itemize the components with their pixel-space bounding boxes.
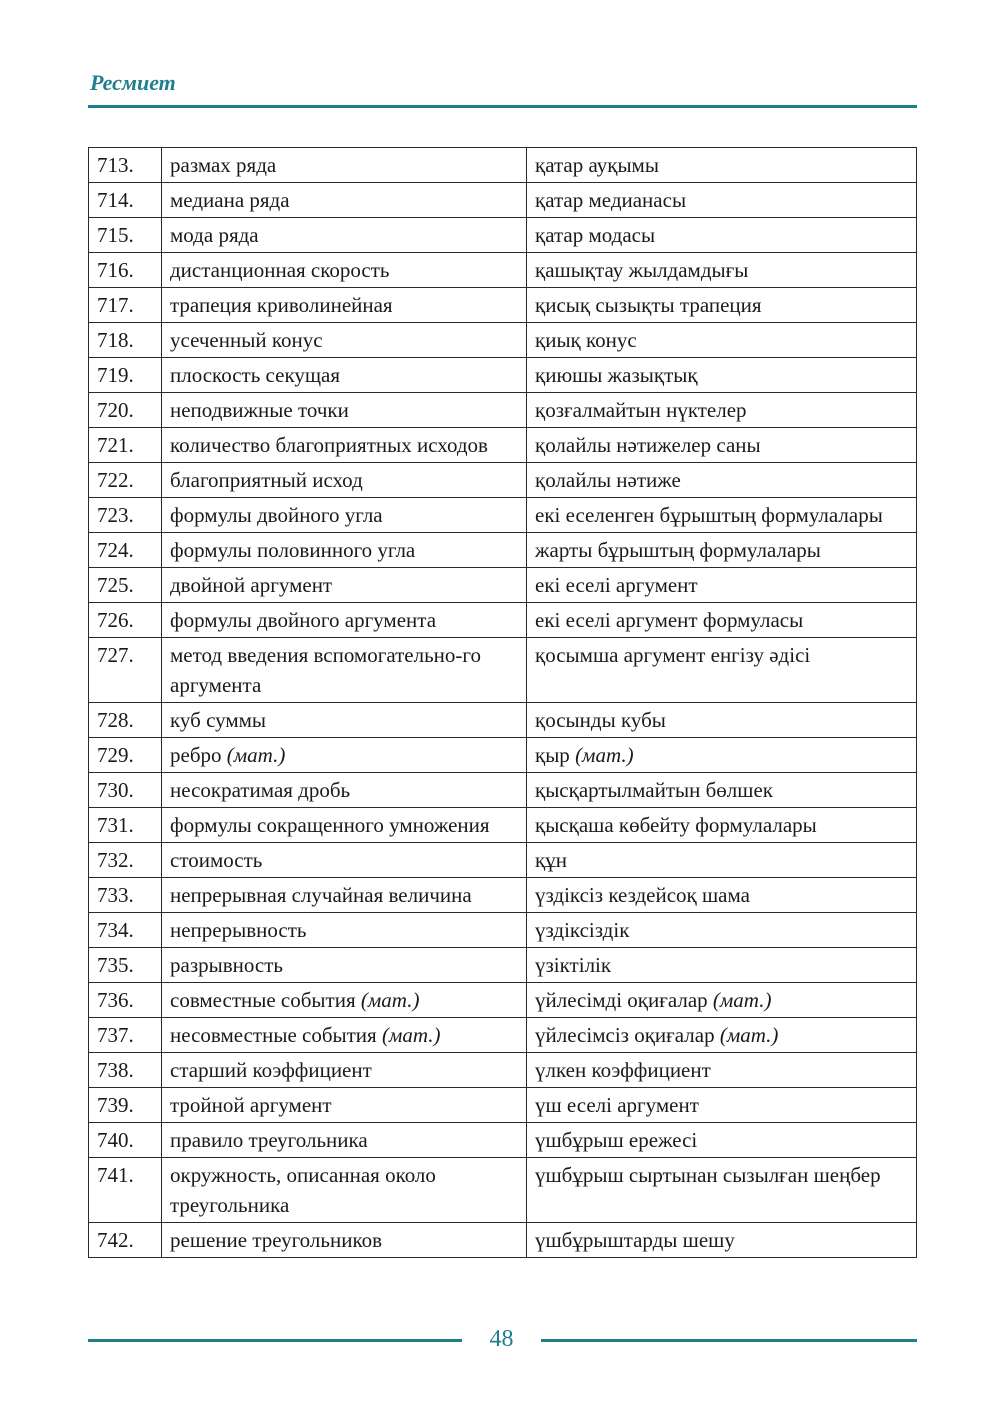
term-number-text: 719. — [97, 363, 134, 387]
term-kazakh — [527, 498, 917, 533]
term-number-text: 729. — [97, 743, 134, 767]
term-kazakh-text: үлкен коэффициент — [535, 1058, 711, 1082]
table-row — [89, 913, 917, 948]
term-number-text: 723. — [97, 503, 134, 527]
term-kazakh-text: қосынды кубы — [535, 708, 666, 732]
term-number-text: 724. — [97, 538, 134, 562]
term-number — [89, 253, 162, 288]
term-russian-text: двойной аргумент — [170, 573, 333, 597]
term-russian-text: старший коэффициент — [170, 1058, 372, 1082]
term-kazakh — [527, 1123, 917, 1158]
term-number-text: 739. — [97, 1093, 134, 1117]
term-kazakh-text: қысқартылмайтын бөлшек — [535, 778, 773, 802]
table-row — [89, 253, 917, 288]
term-kazakh — [527, 288, 917, 323]
term-number — [89, 703, 162, 738]
term-number — [89, 428, 162, 463]
term-kazakh — [527, 253, 917, 288]
term-russian — [162, 253, 527, 288]
term-kazakh — [527, 428, 917, 463]
table-row — [89, 393, 917, 428]
term-russian — [162, 878, 527, 913]
term-number-text: 714. — [97, 188, 134, 212]
term-number-text: 736. — [97, 988, 134, 1012]
term-russian — [162, 603, 527, 638]
term-kazakh — [527, 638, 917, 703]
term-kazakh — [527, 603, 917, 638]
term-kazakh — [527, 323, 917, 358]
term-russian — [162, 358, 527, 393]
term-number-text: 741. — [97, 1163, 134, 1187]
table-row — [89, 148, 917, 183]
term-kazakh — [527, 1018, 917, 1053]
term-number-text: 720. — [97, 398, 134, 422]
term-number-text: 740. — [97, 1128, 134, 1152]
term-russian — [162, 738, 527, 773]
term-russian-text: плоскость секущая — [170, 363, 340, 387]
term-russian — [162, 288, 527, 323]
glossary-table — [88, 147, 917, 1258]
term-kazakh — [527, 738, 917, 773]
term-number-text: 726. — [97, 608, 134, 632]
term-russian-text: неподвижные точки — [170, 398, 349, 422]
term-kazakh — [527, 183, 917, 218]
term-russian-text: разрывность — [170, 953, 283, 977]
term-russian-note: (мат.) — [360, 988, 420, 1012]
term-russian — [162, 983, 527, 1018]
term-russian-note: (мат.) — [226, 743, 286, 767]
table-row — [89, 948, 917, 983]
footer-rule-right — [541, 1339, 917, 1342]
term-russian-text: несовместные события — [170, 1023, 377, 1047]
term-number — [89, 738, 162, 773]
table-row — [89, 218, 917, 253]
term-russian — [162, 1158, 527, 1223]
term-number-text: 715. — [97, 223, 134, 247]
term-kazakh-text: қосымша аргумент енгізу әдісі — [535, 643, 811, 667]
term-russian-text: несократимая дробь — [170, 778, 351, 802]
term-number-text: 716. — [97, 258, 134, 282]
term-kazakh — [527, 703, 917, 738]
term-number-text: 732. — [97, 848, 134, 872]
term-russian-text: стоимость — [170, 848, 263, 872]
term-russian — [162, 843, 527, 878]
term-russian-text: усеченный конус — [170, 328, 323, 352]
term-russian-text: метод введения вспомогательно-го аргумента — [170, 643, 481, 697]
term-kazakh — [527, 148, 917, 183]
table-row — [89, 1123, 917, 1158]
term-kazakh — [527, 393, 917, 428]
table-row — [89, 568, 917, 603]
term-kazakh — [527, 533, 917, 568]
term-number — [89, 533, 162, 568]
table-row — [89, 603, 917, 638]
term-russian-text: количество благоприятных исходов — [170, 433, 488, 457]
term-number — [89, 218, 162, 253]
term-number — [89, 913, 162, 948]
term-russian-text: правило треугольника — [170, 1128, 368, 1152]
term-russian-text: непрерывность — [170, 918, 307, 942]
table-row — [89, 1088, 917, 1123]
term-russian — [162, 1088, 527, 1123]
term-number — [89, 983, 162, 1018]
term-number — [89, 498, 162, 533]
term-number-text: 717. — [97, 293, 134, 317]
term-kazakh-note: (мат.) — [575, 743, 634, 767]
term-russian-text: ребро — [170, 743, 222, 767]
term-number-text: 730. — [97, 778, 134, 802]
table-row — [89, 323, 917, 358]
term-russian-text: медиана ряда — [170, 188, 290, 212]
term-number — [89, 358, 162, 393]
term-kazakh — [527, 1223, 917, 1258]
term-number-text: 733. — [97, 883, 134, 907]
term-number-text: 722. — [97, 468, 134, 492]
term-kazakh — [527, 463, 917, 498]
page-number: 48 — [489, 1326, 514, 1352]
term-kazakh-text: екі еселі аргумент формуласы — [535, 608, 804, 632]
term-russian-text: совместные события — [170, 988, 356, 1012]
term-number — [89, 1088, 162, 1123]
term-kazakh-text: жарты бұрыштың формулалары — [535, 538, 821, 562]
term-number — [89, 1053, 162, 1088]
term-number — [89, 1018, 162, 1053]
term-russian-text: размах ряда — [170, 153, 277, 177]
term-russian — [162, 568, 527, 603]
term-russian-text: куб суммы — [170, 708, 267, 732]
term-russian — [162, 393, 527, 428]
term-kazakh-note: (мат.) — [719, 1023, 779, 1047]
table-row — [89, 843, 917, 878]
term-russian — [162, 428, 527, 463]
term-russian — [162, 773, 527, 808]
term-number — [89, 948, 162, 983]
term-number-text: 718. — [97, 328, 134, 352]
term-kazakh — [527, 843, 917, 878]
term-russian-text: формулы сокращенного умножения — [170, 813, 490, 837]
term-number-text: 735. — [97, 953, 134, 977]
term-kazakh-text: қолайлы нәтижелер саны — [535, 433, 761, 457]
term-number — [89, 463, 162, 498]
term-kazakh-text: үш еселі аргумент — [535, 1093, 699, 1117]
term-number — [89, 393, 162, 428]
term-number — [89, 288, 162, 323]
term-kazakh-text: қыр — [535, 743, 570, 767]
term-russian — [162, 463, 527, 498]
term-kazakh-text: үйлесімді оқиғалар — [535, 988, 708, 1012]
term-russian — [162, 948, 527, 983]
term-number — [89, 603, 162, 638]
term-russian-text: дистанционная скорость — [170, 258, 390, 282]
term-kazakh-text: үздіксіз кездейсоқ шама — [535, 883, 750, 907]
term-kazakh — [527, 983, 917, 1018]
table-row — [89, 773, 917, 808]
term-kazakh — [527, 1088, 917, 1123]
term-number-text: 734. — [97, 918, 134, 942]
term-kazakh-text: қатар медианасы — [535, 188, 687, 212]
term-kazakh — [527, 218, 917, 253]
table-row — [89, 463, 917, 498]
term-russian-text: благоприятный исход — [170, 468, 363, 492]
term-number — [89, 568, 162, 603]
term-kazakh-text: қозғалмайтын нүктелер — [535, 398, 747, 422]
table-row — [89, 358, 917, 393]
term-number — [89, 638, 162, 703]
term-kazakh-text: үшбұрыштарды шешу — [535, 1228, 735, 1252]
term-russian — [162, 1053, 527, 1088]
term-russian — [162, 218, 527, 253]
term-kazakh-text: үшбұрыш сыртынан сызылған шеңбер — [535, 1163, 881, 1187]
term-russian — [162, 498, 527, 533]
term-kazakh-text: қиюшы жазықтық — [535, 363, 698, 387]
term-kazakh — [527, 1158, 917, 1223]
term-kazakh — [527, 948, 917, 983]
term-number — [89, 808, 162, 843]
term-russian — [162, 913, 527, 948]
table-row — [89, 983, 917, 1018]
term-number — [89, 148, 162, 183]
term-russian — [162, 703, 527, 738]
term-kazakh-text: үзіктілік — [535, 953, 612, 977]
term-number-text: 725. — [97, 573, 134, 597]
table-row — [89, 638, 917, 703]
term-number-text: 728. — [97, 708, 134, 732]
table-row — [89, 183, 917, 218]
term-russian-text: трапеция криволинейная — [170, 293, 393, 317]
term-russian — [162, 148, 527, 183]
term-kazakh-text: қиық конус — [535, 328, 637, 352]
term-russian — [162, 1223, 527, 1258]
table-row — [89, 1018, 917, 1053]
term-kazakh — [527, 913, 917, 948]
table-row — [89, 288, 917, 323]
term-russian — [162, 638, 527, 703]
glossary-rows — [89, 148, 917, 1258]
term-kazakh-text: қатар модасы — [535, 223, 656, 247]
term-russian-text: формулы двойного аргумента — [170, 608, 437, 632]
term-number — [89, 773, 162, 808]
term-number — [89, 843, 162, 878]
table-row — [89, 738, 917, 773]
term-russian-text: окружность, описанная около треугольника — [170, 1163, 436, 1217]
term-russian — [162, 533, 527, 568]
term-russian — [162, 1018, 527, 1053]
running-header-title: Ресмиет — [90, 70, 176, 95]
term-kazakh — [527, 878, 917, 913]
table-row — [89, 878, 917, 913]
term-kazakh-text: қашықтау жылдамдығы — [535, 258, 749, 282]
term-number-text: 731. — [97, 813, 134, 837]
term-number — [89, 323, 162, 358]
table-row — [89, 808, 917, 843]
term-kazakh-text: қысқаша көбейту формулалары — [535, 813, 817, 837]
term-kazakh — [527, 808, 917, 843]
term-kazakh-text: үйлесімсіз оқиғалар — [535, 1023, 715, 1047]
table-row — [89, 533, 917, 568]
term-kazakh-text: екі еселі аргумент — [535, 573, 698, 597]
table-row — [89, 1223, 917, 1258]
footer-rule-left — [88, 1339, 462, 1342]
term-number-text: 727. — [97, 643, 134, 667]
term-number-text: 721. — [97, 433, 134, 457]
term-kazakh — [527, 1053, 917, 1088]
term-russian — [162, 1123, 527, 1158]
term-kazakh-text: үшбұрыш ережесі — [535, 1128, 698, 1152]
term-number — [89, 878, 162, 913]
term-number-text: 713. — [97, 153, 134, 177]
term-number-text: 737. — [97, 1023, 134, 1047]
term-russian-text: мода ряда — [170, 223, 259, 247]
term-russian-text: формулы двойного угла — [170, 503, 383, 527]
term-russian-text: непрерывная случайная величина — [170, 883, 472, 907]
term-number — [89, 183, 162, 218]
term-number-text: 738. — [97, 1058, 134, 1082]
term-number — [89, 1223, 162, 1258]
term-number-text: 742. — [97, 1228, 134, 1252]
term-kazakh-text: құн — [535, 848, 567, 872]
term-kazakh — [527, 358, 917, 393]
term-kazakh-text: қисық сызықты трапеция — [535, 293, 762, 317]
term-kazakh-text: қатар ауқымы — [535, 153, 659, 177]
term-kazakh-text: үздіксіздік — [535, 918, 630, 942]
term-kazakh-note: (мат.) — [712, 988, 772, 1012]
term-kazakh-text: екі еселенген бұрыштың формулалары — [535, 503, 883, 527]
table-row — [89, 703, 917, 738]
header-rule — [88, 105, 917, 108]
term-russian — [162, 323, 527, 358]
term-kazakh — [527, 568, 917, 603]
term-kazakh-text: қолайлы нәтиже — [535, 468, 681, 492]
table-row — [89, 498, 917, 533]
term-russian-note: (мат.) — [381, 1023, 441, 1047]
term-russian-text: тройной аргумент — [170, 1093, 332, 1117]
term-kazakh — [527, 773, 917, 808]
table-row — [89, 1158, 917, 1223]
term-russian-text: решение треугольников — [170, 1228, 382, 1252]
term-number — [89, 1123, 162, 1158]
term-russian — [162, 183, 527, 218]
term-russian — [162, 808, 527, 843]
term-number — [89, 1158, 162, 1223]
table-row — [89, 1053, 917, 1088]
table-row — [89, 428, 917, 463]
term-russian-text: формулы половинного угла — [170, 538, 416, 562]
